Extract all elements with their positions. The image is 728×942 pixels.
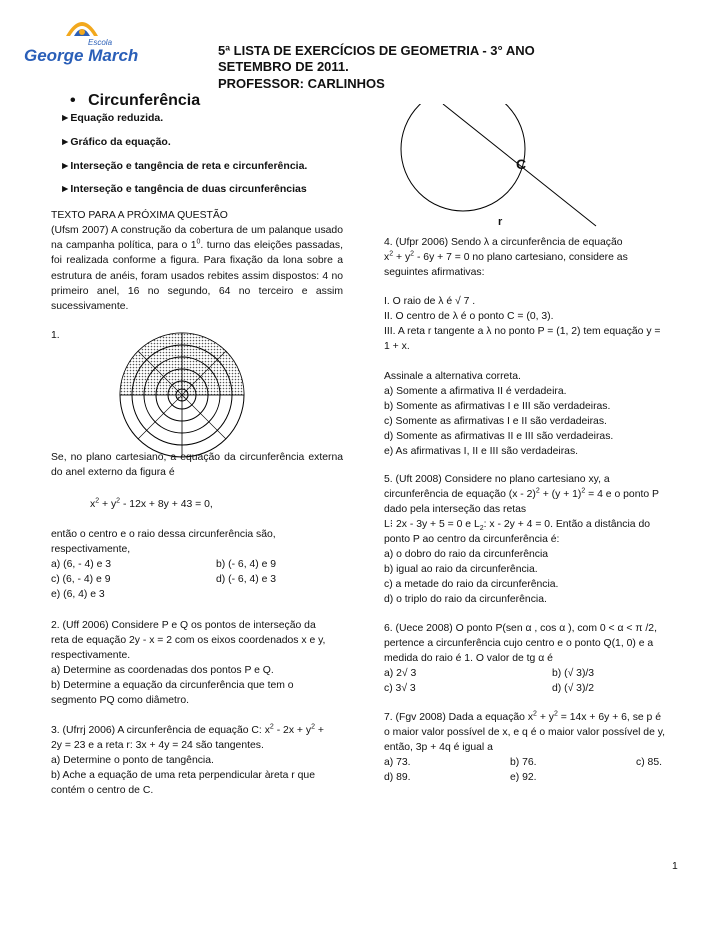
q2-line: a) Determine as coordenadas dos pontos P e Q. — [51, 665, 274, 676]
q4-statement: I. O raio de λ é √ 7 . — [384, 296, 476, 307]
q5-line: L⁝ 2x - 3y + 5 = 0 e $L_2$: x - 2y + 4 = 0. Então a distância do — [384, 519, 651, 533]
figure-label-r: r — [498, 216, 503, 228]
q7-line: então, 3p + 4q é igual a — [384, 742, 493, 753]
q3-line: 3. (Ufrrj 2006) A circunferência de equação C: $x^2 - 2x + y^2$ + — [51, 723, 324, 736]
q5-line: circunferência de equação $(x - 2)^2 + (y + 1)^2 = 4$ e o ponto P — [384, 487, 659, 500]
q7-option-d: d) 89. — [384, 772, 411, 783]
logo-school-name: George March — [24, 46, 139, 65]
q1-option-b: b) (- 6, 4) e 9 — [216, 559, 277, 570]
q6-line: medida do raio é 1. O valor de tg α é — [384, 653, 553, 664]
q2-line: 2. (Uff 2006) Considere P e Q os pontos de interseção da — [51, 620, 316, 631]
q4-statement: III. A reta r tangente a λ no ponto P = (1, 2) tem equação y = — [384, 326, 661, 337]
q1-after-2: respectivamente, — [51, 544, 131, 555]
page-professor: PROFESSOR: CARLINHOS — [218, 76, 385, 91]
q6-option-b: b) (√ 3)/3 — [552, 668, 595, 679]
q4-option-c: c) Somente as afirmativas I e II são verdadeiras. — [384, 416, 607, 427]
q5-option-c: c) a metade do raio da circunferência. — [384, 579, 559, 590]
q5-line: dado pela interseção das retas — [384, 504, 527, 515]
q5-line: 5. (Uft 2008) Considere no plano cartesiano xy, a — [384, 474, 610, 485]
q3-line: a) Determine o ponto de tangência. — [51, 755, 214, 766]
q4-option-a: a) Somente a afirmativa II é verdadeira. — [384, 386, 567, 397]
q4-line: seguintes afirmativas: — [384, 267, 485, 278]
q3-line: 2y = 23 e a reta r: 3x + 4y = 24 são tangentes. — [51, 740, 264, 751]
context-title: TEXTO PARA A PRÓXIMA QUESTÃO — [51, 210, 228, 221]
q4-line: $x^2 + y^2 - 6y + 7 = 0$ no plano cartesiano, considere as — [384, 250, 628, 263]
q5-option-b: b) igual ao raio da circunferência. — [384, 564, 538, 575]
q1-option-a: a) (6, - 4) e 3 — [51, 559, 112, 570]
q1-number: 1. — [51, 330, 60, 341]
q6-line: pertence a circunferência cujo centro e o ponto Q(1, 0) e a — [384, 638, 654, 649]
q7-line: 7. (Fgv 2008) Dada a equação $x^2 + y^2 = 14x + 6y + 6$, se p é — [384, 710, 662, 723]
q7-option-c: c) 85. — [636, 757, 662, 768]
q7-option-e: e) 92. — [510, 772, 537, 783]
q2-line: b) Determine a equação da circunferência que tem o — [51, 680, 294, 691]
figure-label-c: C — [516, 156, 527, 172]
logo-small-text: Escola — [88, 38, 113, 47]
school-logo — [22, 14, 140, 66]
q1-after-1: então o centro e o raio dessa circunferência são, — [51, 529, 276, 540]
topic-heading — [70, 92, 200, 110]
topic-main: Circunferência — [88, 92, 201, 109]
q6-option-a: a) 2√ 3 — [384, 668, 417, 679]
q4-line: 4. (Ufpr 2006) Sendo λ a circunferência de equação — [384, 237, 623, 248]
q4-option-e: e) As afirmativas I, II e III são verdadeiras. — [384, 446, 579, 457]
q3-line: contém o centro de C. — [51, 785, 154, 796]
q4-statement: 1 + x. — [384, 341, 410, 352]
q6-option-c: c) 3√ 3 — [384, 683, 416, 694]
q1-option-c: c) (6, - 4) e 9 — [51, 574, 111, 585]
q6-line: 6. (Uece 2008) O ponto P(sen α , cos α ), com 0 < α < π /2, — [384, 623, 657, 634]
page-number: 1 — [672, 861, 678, 872]
bullet-icon: • — [70, 92, 76, 109]
q2-line: respectivamente. — [51, 650, 131, 661]
q4-statement: II. O centro de λ é o ponto C = (0, 3). — [384, 311, 554, 322]
q7-option-a: a) 73. — [384, 757, 411, 768]
q7-option-b: b) 76. — [510, 757, 537, 768]
q6-option-d: d) (√ 3)/2 — [552, 683, 595, 694]
q1-text: Se, no plano cartesiano, a equação da circunferência externa do anel externo da figura é — [51, 452, 343, 479]
topic-item: ►Interseção e tangência de reta e circunferência. — [60, 160, 308, 172]
q4-option-d: d) Somente as afirmativas II e III são verdadeiras. — [384, 431, 614, 442]
q2-line: segmento PQ como diâmetro. — [51, 695, 190, 706]
q4-option-b: b) Somente as afirmativas I e III são verdadeiras. — [384, 401, 611, 412]
topic-item: ►Interseção e tangência de duas circunferências — [60, 183, 307, 195]
q1-equation: $x^2 + y^2 - 12x + 8y + 43 = 0$, — [90, 497, 213, 510]
topic-item: ►Gráfico da equação. — [60, 136, 171, 148]
logo-emblem — [62, 14, 102, 40]
context-text: (Ufsm 2007) A construção da cobertura de um palanque usado na campanha política, para o $1^0$. turno das eleições passadas, foi realizada conforme a figura. Para fixação da lona sobre a estrutura de anéis, foram usados rebites assim dispostos: 4 no primeiro anel, 16 no segundo, 64 no terceiro e assim sucessivamente. — [51, 225, 343, 313]
page-date: SETEMBRO DE 2011. — [218, 59, 349, 74]
q5-line: ponto P ao centro da circunferência é: — [384, 534, 560, 545]
rings-figure — [117, 330, 247, 460]
q3-line: b) Ache a equação de uma reta perpendicular àreta r que — [51, 770, 315, 781]
topic-item: ►Equação reduzida. — [60, 112, 164, 124]
q4-instruction: Assinale a alternativa correta. — [384, 371, 521, 382]
q1-option-e: e) (6, 4) e 3 — [51, 589, 105, 600]
q7-line: o maior valor possível de x, e q é o maior valor possível de y, — [384, 727, 666, 738]
q5-option-d: d) o triplo do raio da circunferência. — [384, 594, 547, 605]
q5-option-a: a) o dobro do raio da circunferência — [384, 549, 549, 560]
q2-line: reta de equação 2y - x = 2 com os eixos coordenados x e y, — [51, 635, 326, 646]
circle-line-figure — [378, 104, 618, 234]
q1-option-d: d) (- 6, 4) e 3 — [216, 574, 277, 585]
page-title: 5ª LISTA DE EXERCÍCIOS DE GEOMETRIA - 3° ANO — [218, 43, 535, 58]
